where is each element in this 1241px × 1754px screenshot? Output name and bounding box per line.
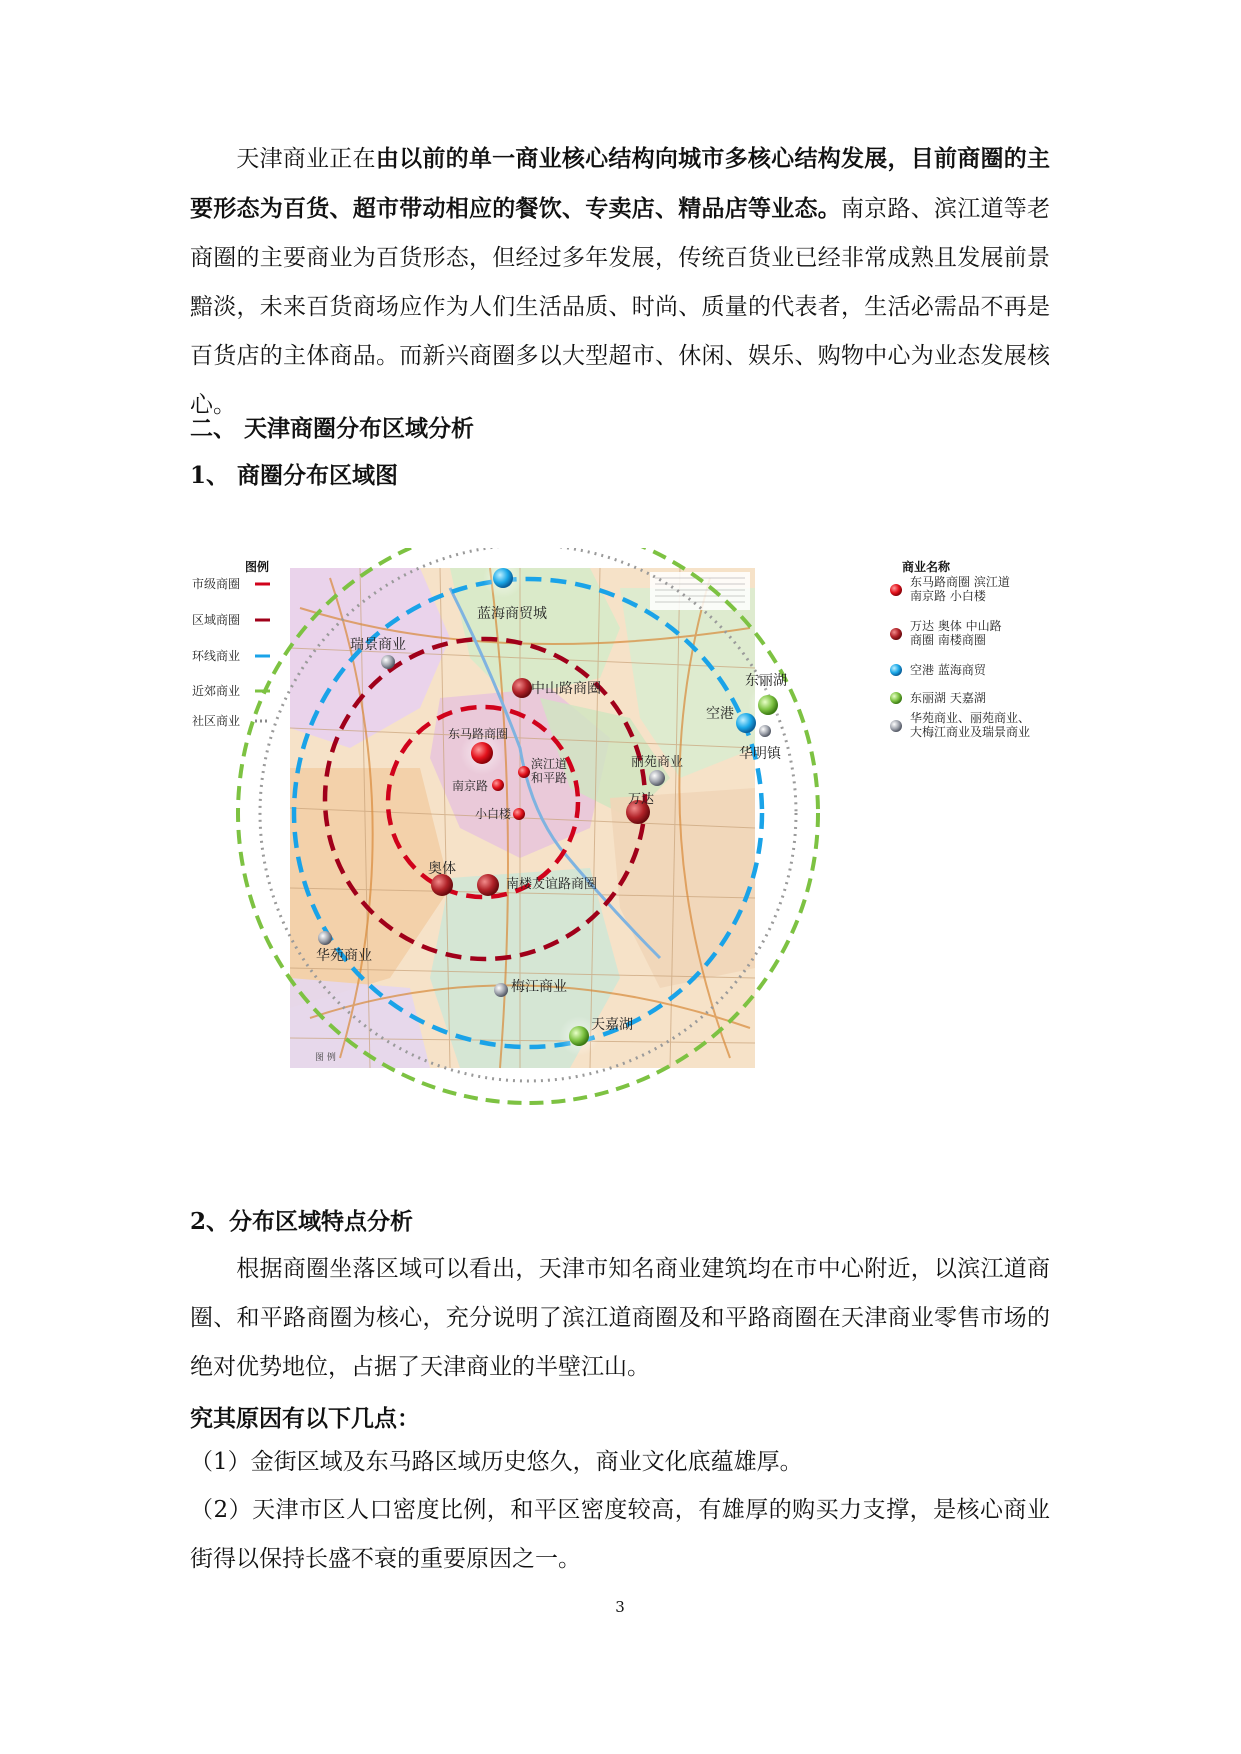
marker-dongli — [758, 695, 778, 715]
marker-nanlou — [477, 874, 499, 896]
legend-label-suburban: 近郊商业 — [192, 684, 241, 698]
label-binjiang: 滨江道 — [531, 757, 568, 771]
label-liyuan: 丽苑商业 — [631, 755, 684, 770]
label-meijiang: 梅江商业 — [511, 979, 567, 995]
label-dongmalu: 东马路商圈 — [448, 727, 509, 741]
commerce-distribution-map — [190, 548, 1050, 1178]
names-item-4: 东丽湖 天嘉湖 — [910, 691, 986, 705]
label-nanjing: 南京路 — [452, 779, 489, 793]
page-number: 3 — [615, 1598, 625, 1616]
legend-dot-red — [890, 584, 902, 596]
subheading-map: 1、 商圈分布区域图 — [190, 462, 399, 489]
marker-huaming — [759, 725, 771, 737]
section-heading-2: 二、 天津商圈分布区域分析 — [190, 415, 475, 442]
paragraph-2 — [190, 1245, 1050, 1392]
label-heping: 和平路 — [531, 771, 568, 785]
marker-liyuan — [649, 770, 665, 786]
marker-meijiang — [494, 983, 508, 997]
names-item-1: 东马路商圈 滨江道 — [910, 575, 1014, 589]
names-item-5-line-2: 大梅江商业及瑞景商业 — [910, 725, 1031, 739]
label-dongli: 东丽湖 — [745, 673, 787, 689]
label-nanlou: 南楼友谊路商圈 — [506, 877, 598, 892]
label-huayuan: 华苑商业 — [316, 948, 372, 964]
marker-dongmalu — [471, 742, 493, 764]
label-ruijing: 瑞景商业 — [350, 637, 406, 653]
marker-lanhai — [493, 568, 513, 588]
legend-title: 图例 — [245, 560, 270, 574]
marker-ruijing — [381, 655, 395, 669]
para1-intro: 天津商业正在 — [236, 146, 376, 172]
legend-label-community: 社区商业 — [192, 714, 241, 728]
legend-label-loop: 环线商业 — [192, 649, 241, 663]
map-graphic — [190, 548, 1050, 1178]
subheading-analysis: 2、分布区域特点分析 — [190, 1208, 414, 1235]
label-zhongshan: 中山路商圈 — [531, 681, 601, 697]
para2-text: 根据商圈坐落区域可以看出，天津市知名商业建筑均在市中心附近，以滨江道商圈、和平路商圈为核心，充分说明了滨江道商圈及和平路商圈在天津商业零售市场的绝对优势地位，占据了天津商业的半壁江山。 — [190, 1256, 1050, 1380]
marker-binjiang — [518, 766, 530, 778]
label-konggang: 空港 — [706, 706, 734, 722]
paragraph-1 — [190, 134, 1050, 430]
label-xiaobailou: 小白楼 — [475, 807, 512, 821]
label-aoti: 奥体 — [428, 861, 456, 877]
svg-text:东马路商圈 滨江道 南京路 小白楼 — [910, 574, 1014, 603]
legend-dot-blue — [890, 664, 902, 676]
marker-huayuan — [318, 931, 332, 945]
legend-dot-darkred — [890, 628, 902, 640]
label-huaming: 华明镇 — [739, 746, 781, 762]
para1-rest: 南京路、滨江道等老商圈的主要商业为百货形态，但经过多年发展，传统百货业已经非常成熟且发展前景黯淡，未来百货商场应作为人们生活品质、时尚、质量的代表者，生活必需品不再是百货店的主体商品。而新兴商圈多以大型超市、休闲、娱乐、购物中心为业态发展核心。 — [190, 196, 1050, 418]
label-lanhai: 蓝海商贸城 — [477, 606, 547, 622]
reason-1: （1）金街区域及东马路区域历史悠久，商业文化底蕴雄厚。 — [190, 1449, 803, 1475]
svg-text:万达 奥体 中山路 商圈 南楼商圈 — [910, 618, 1005, 647]
label-wanda: 万达 — [628, 792, 655, 807]
label-tianjia: 天嘉湖 — [591, 1017, 633, 1033]
marker-xiaobailou — [513, 808, 525, 820]
reason-2: （2）天津市区人口密度比例，和平区密度较高，有雄厚的购买力支撑，是核心商业街得以保持长盛不衰的重要原因之一。 — [190, 1497, 1050, 1572]
legend-label-city: 市级商圈 — [192, 577, 241, 591]
marker-nanjing — [492, 779, 504, 791]
names-item-1-line-2: 南京路 小白楼 — [910, 589, 986, 603]
marker-zhongshan — [512, 678, 532, 698]
legend-label-district: 区域商圈 — [192, 613, 241, 627]
names-item-2: 万达 奥体 中山路 — [910, 619, 1006, 633]
svg-text:华苑商业、丽苑商业、大梅江商业及瑞景商业 — [910, 710, 1030, 739]
names-title: 商业名称 — [902, 560, 951, 574]
legend-dot-green — [890, 692, 902, 704]
names-item-3: 空港 蓝海商贸 — [910, 663, 986, 677]
names-item-2-line-2: 商圈 南楼商圈 — [910, 633, 986, 647]
marker-konggang — [736, 713, 756, 733]
marker-tianjia — [569, 1026, 589, 1046]
map-corner-legend: 图 例 — [315, 1053, 336, 1063]
para1-bold: 由以前的单一商业核心结构向城市多核心结构发展，目前商圈的主要形态为百货、超市带动相应的餐饮、专卖店、精品店等业态。 — [190, 145, 1051, 222]
legend-dot-gray — [890, 720, 902, 732]
marker-aoti — [431, 874, 453, 896]
reasons-title: 究其原因有以下几点： — [190, 1405, 420, 1432]
names-item-5: 华苑商业、丽苑商业、 — [910, 711, 1031, 725]
